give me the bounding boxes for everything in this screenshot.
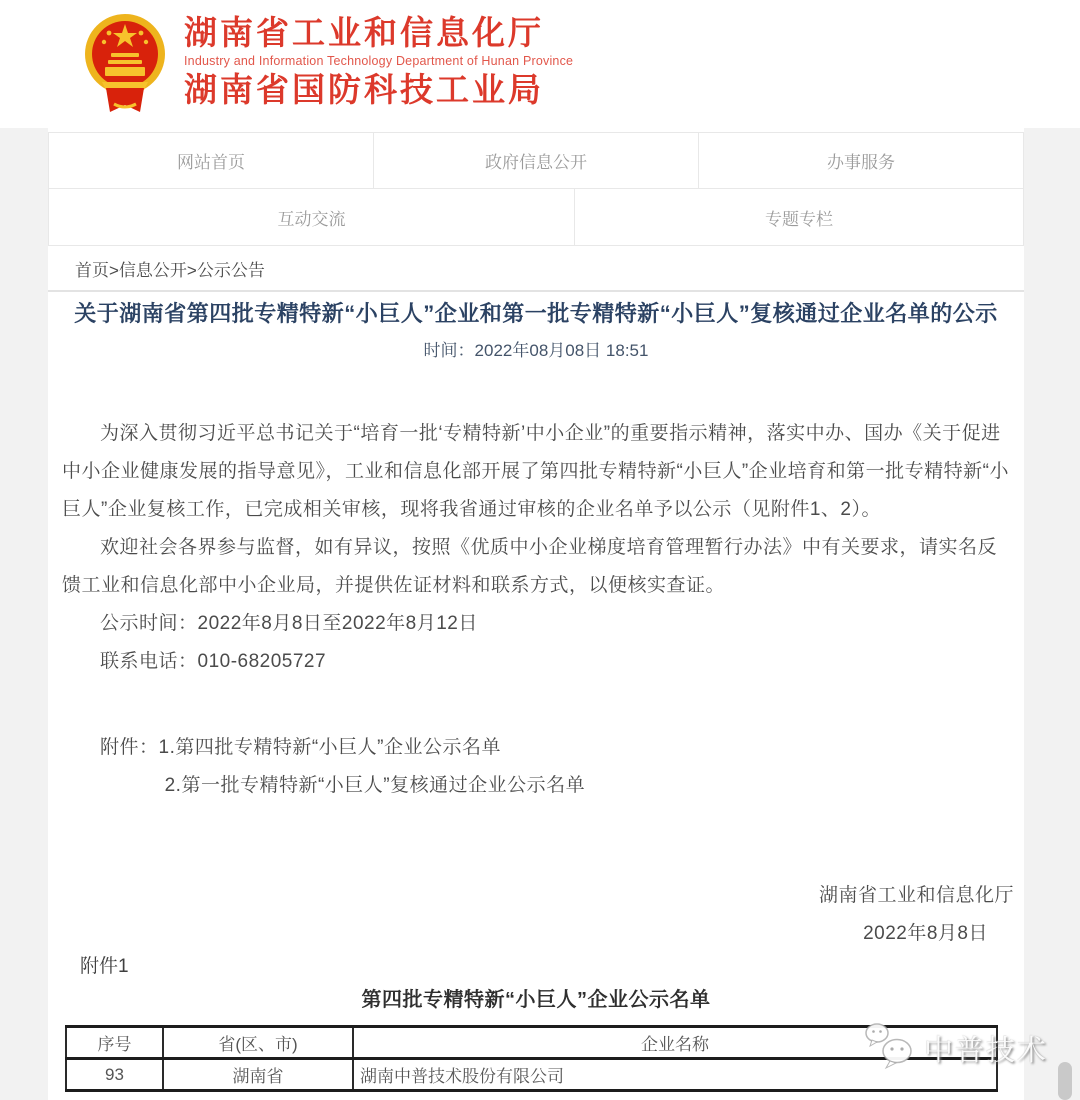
- table-row: [66, 1059, 997, 1091]
- annex-table-title: 第四批专精特新“小巨人”企业公示名单: [361, 989, 711, 1011]
- contact-phone: 联系电话：010-68205727: [100, 651, 327, 672]
- nav-row-2: [49, 189, 1023, 245]
- watermark: [864, 1022, 1048, 1075]
- cell-company: 湖南中普技术股份有限公司: [353, 1059, 997, 1091]
- org-name-english: Industry and Information Technology Department of Hunan Province: [184, 54, 574, 68]
- signature-block: [62, 877, 1014, 953]
- cell-province: 湖南省: [163, 1059, 353, 1091]
- issuer-name: 湖南省工业和信息化厅: [818, 885, 1014, 906]
- main-nav: [48, 132, 1024, 246]
- scrollbar-thumb[interactable]: [1058, 1062, 1072, 1100]
- annex-label: 附件1: [80, 956, 129, 977]
- org-name-line1: 湖南省工业和信息化厅: [184, 14, 544, 51]
- publicity-period: 公示时间：2022年8月8日至2022年8月12日: [100, 613, 478, 634]
- paragraph-1: 为深入贯彻习近平总书记关于“培育一批‘专精特新’中小企业”的重要指示精神，落实中办、国办《关于促进中小企业健康发展的指导意见》，工业和信息化部开展了第四批专精特新“小巨人”企业培育和第一批专精特新“小巨人”企业复核工作，已完成相关审核，现将我省通过审核的企业名单予以公示（见附件1、2）。: [62, 423, 1009, 520]
- org-name-line2: 湖南省国防科技工业局: [184, 71, 544, 108]
- nav-item-home[interactable]: 网站首页: [49, 133, 374, 188]
- national-emblem-icon: [84, 8, 166, 118]
- article-time: 时间：2022年08月08日 18:51: [423, 341, 649, 360]
- breadcrumb[interactable]: 首页>信息公开>公示公告: [75, 261, 265, 280]
- header-province: 省(区、市): [163, 1027, 353, 1059]
- right-margin: [1024, 128, 1080, 1100]
- paragraph-2: 欢迎社会各界参与监督，如有异议，按照《优质中小企业梯度培育管理暂行办法》中有关要求，请实名反馈工业和信息化部中小企业局，并提供佐证材料和联系方式，以便核实查证。: [62, 537, 998, 596]
- wechat-icon: [864, 1022, 920, 1075]
- nav-row-1: [49, 133, 1023, 189]
- issue-date: 2022年8月8日: [863, 923, 988, 944]
- header-company: 企业名称: [353, 1027, 997, 1059]
- nav-item-special-columns[interactable]: 专题专栏: [764, 209, 833, 229]
- attachments-list: [62, 729, 1014, 805]
- nav-item-gov-info[interactable]: 政府信息公开: [374, 133, 699, 188]
- table-header-row: [66, 1027, 997, 1059]
- attachment-item-1: 附件：1.第四批专精特新“小巨人”企业公示名单: [100, 737, 502, 758]
- attachment-item-2: 2.第一批专精特新“小巨人”复核通过企业公示名单: [164, 775, 586, 796]
- article-title: 关于湖南省第四批专精特新“小巨人”企业和第一批专精特新“小巨人”复核通过企业名单的公示: [74, 301, 998, 326]
- left-margin: [0, 128, 48, 1100]
- divider-line: [48, 290, 1024, 292]
- article-body: [62, 415, 1014, 953]
- watermark-text: 中普技术: [924, 1035, 1049, 1067]
- nav-item-services[interactable]: 办事服务: [827, 153, 895, 172]
- nav-item-interaction[interactable]: 互动交流: [49, 189, 575, 245]
- cell-seq: 93: [66, 1059, 163, 1091]
- org-titles: [184, 13, 984, 110]
- site-header: [48, 0, 1024, 130]
- annex-table: [65, 1025, 998, 1092]
- header-seq: 序号: [66, 1027, 163, 1059]
